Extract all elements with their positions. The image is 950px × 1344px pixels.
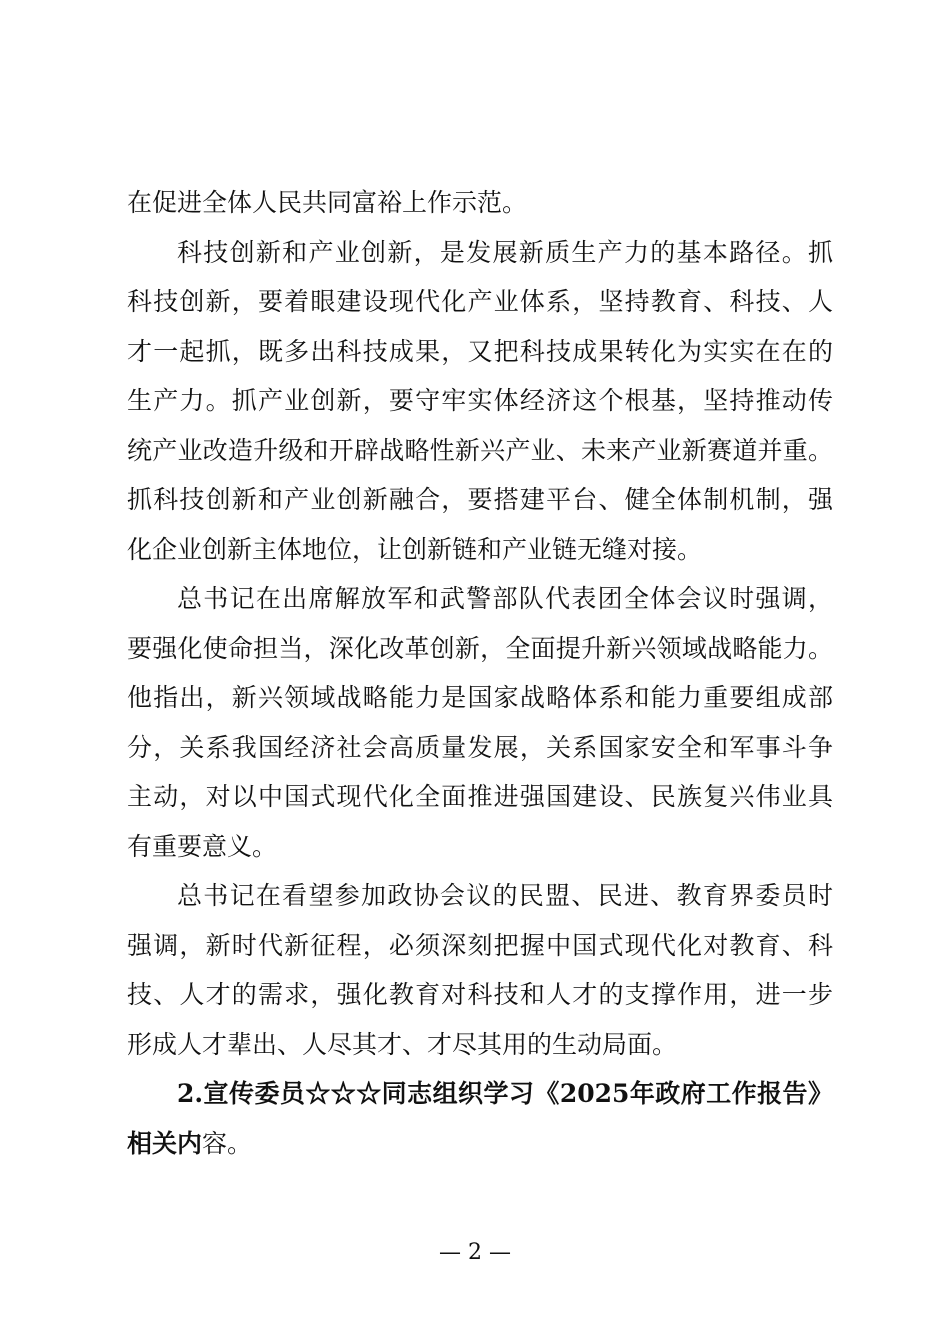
paragraph-line: 才一起抓，既多出科技成果，又把科技成果转化为实实在在的 [127,336,833,366]
section-heading: 2.宣传委员☆☆☆同志组织学习《2025年政府工作报告》 [177,1079,833,1108]
page-number: — 2 — [439,1240,511,1265]
paragraph-line: 科技创新，要着眼建设现代化产业体系，坚持教育、科技、人 [127,287,833,316]
paragraph-line: 他指出，新兴领域战略能力是国家战略体系和能力重要组成部 [127,683,833,712]
paragraph-line: 生产力。抓产业创新，要守牢实体经济这个根基，坚持推动传 [127,386,833,415]
heading-bold-text: 相关内 [127,1128,203,1158]
paragraph-line: 技、人才的需求，强化教育对科技和人才的支撑作用，进一步 [127,980,833,1009]
paragraph-line: 分，关系我国经济社会高质量发展，关系国家安全和军事斗争 [127,732,833,762]
paragraph-line: 主动，对以中国式现代化全面推进强国建设、民族复兴伟业具 [127,782,833,811]
paragraph-line: 统产业改造升级和开辟战略性新兴产业、未来产业新赛道并重。 [127,435,833,465]
document-body [127,178,833,1168]
paragraph-line: 有重要意义。 [127,831,278,861]
paragraph-line: 化企业创新主体地位，让创新链和产业链无缝对接。 [127,534,703,564]
paragraph-line: 形成人才辈出、人尽其才、才尽其用的生动局面。 [127,1029,678,1059]
paragraph-line: 要强化使命担当，深化改革创新，全面提升新兴领域战略能力。 [127,633,833,663]
paragraph-line: 总书记在出席解放军和武警部队代表团全体会议时强调， [177,584,833,613]
heading-normal-text: 容。 [202,1128,253,1158]
paragraph-line: 总书记在看望参加政协会议的民盟、民进、教育界委员时 [177,881,833,910]
paragraph-line: 抓科技创新和产业创新融合，要搭建平台、健全体制机制，强 [127,485,833,514]
paragraph-line: 强调，新时代新征程，必须深刻把握中国式现代化对教育、科 [127,930,833,960]
section-heading-continuation [127,1119,833,1169]
paragraph-line: 科技创新和产业创新，是发展新质生产力的基本路径。抓 [177,237,833,267]
paragraph-line: 在促进全体人民共同富裕上作示范。 [127,188,528,217]
